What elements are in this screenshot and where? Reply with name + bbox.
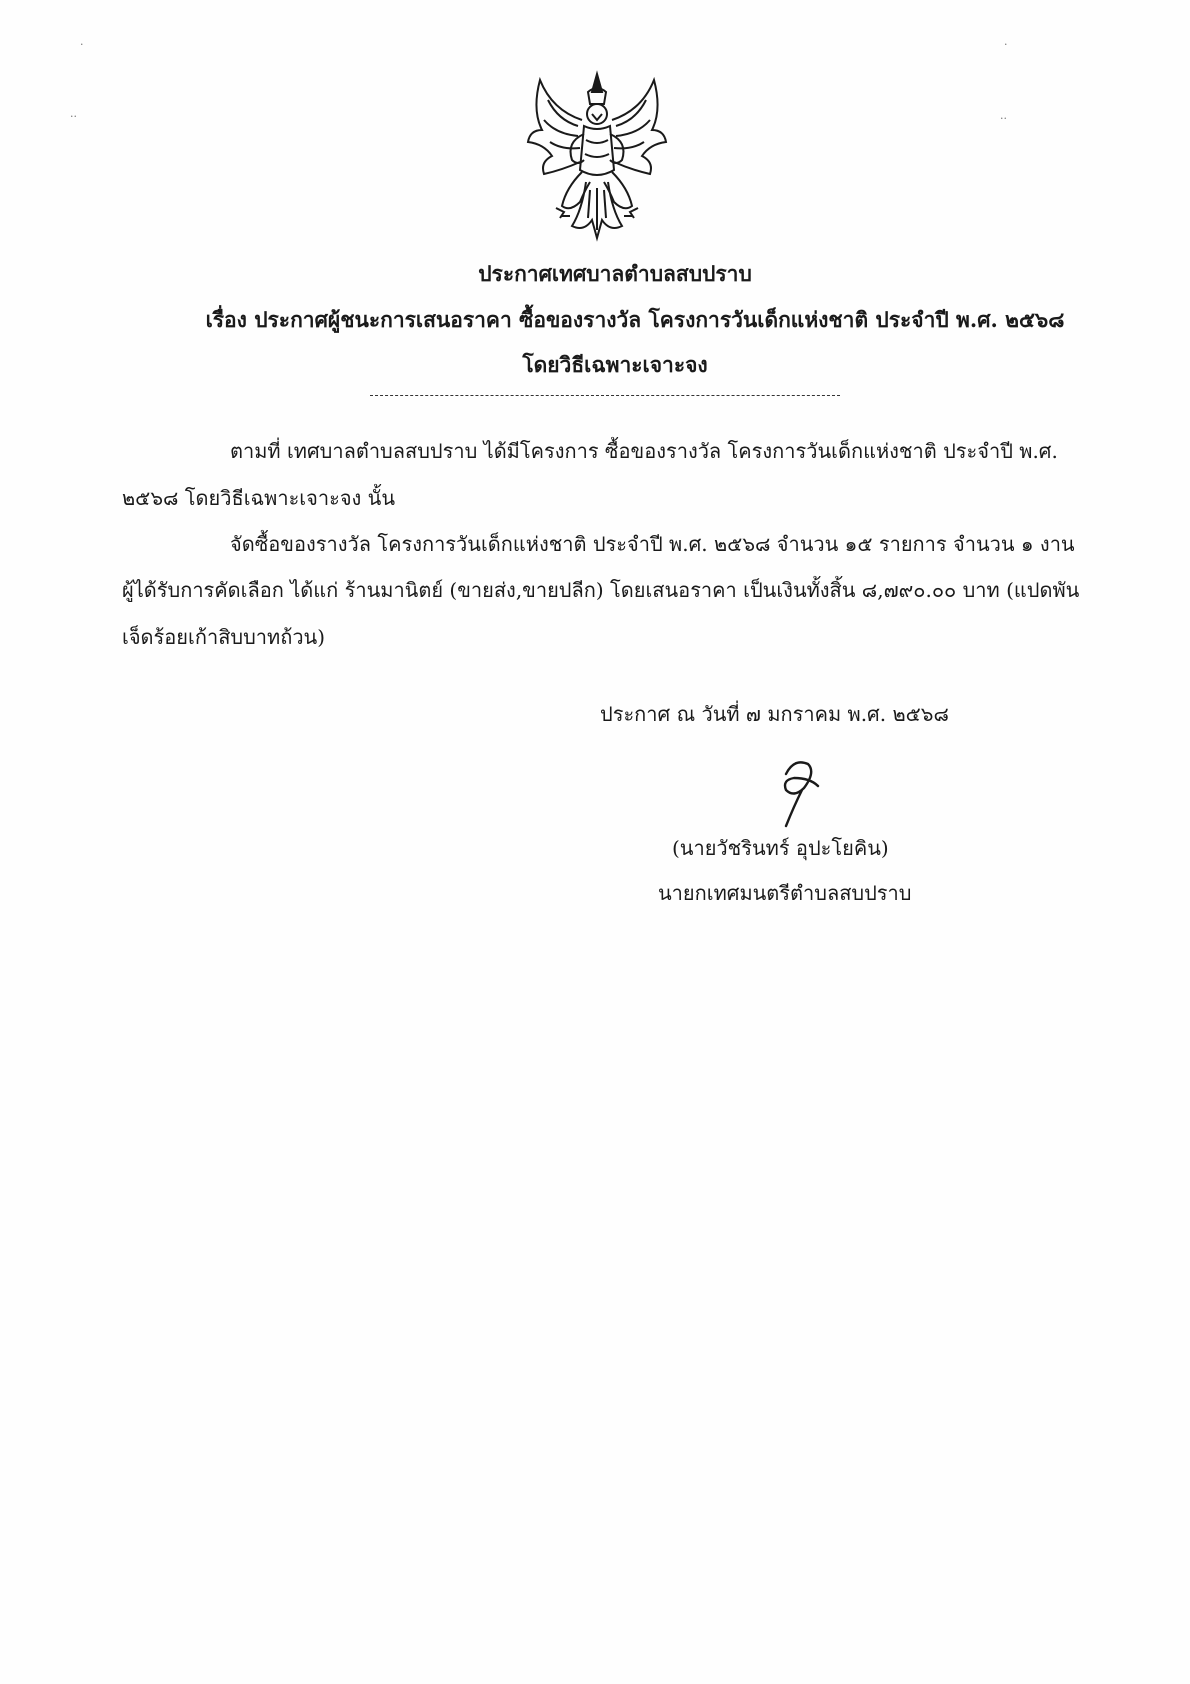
signer-title: นายกเทศมนตรีตำบลสบปราบ xyxy=(658,881,912,905)
scan-speck: ·· xyxy=(1000,112,1007,125)
scan-speck: ·· xyxy=(70,110,77,123)
body-paragraph-2-line-2: ผู้ได้รับการคัดเลือก ได้แก่ ร้านมานิตย์ (ขายส่ง,ขายปลีก) โดยเสนอราคา เป็นเงินทั้งสิ้น ๘,๗๙๐.๐๐ บาท (แปดพัน xyxy=(122,578,1080,602)
announcement-issuer: ประกาศเทศบาลตำบลสบปราบ xyxy=(478,261,752,286)
garuda-emblem-icon xyxy=(522,70,672,245)
body-paragraph-2-line-3: เจ็ดร้อยเก้าสิบบาทถ้วน) xyxy=(122,625,326,649)
announcement-date: ประกาศ ณ วันที่ ๗ มกราคม พ.ศ. ๒๕๖๘ xyxy=(600,702,949,726)
body-paragraph-2-line-1: จัดซื้อของรางวัล โครงการวันเด็กแห่งชาติ ประจำปี พ.ศ. ๒๕๖๘ จำนวน ๑๕ รายการ จำนวน ๑ งาน xyxy=(230,532,1075,556)
signer-name: (นายวัชรินทร์ อุปะโยคิน) xyxy=(672,836,889,860)
body-paragraph-1-line-2: ๒๕๖๘ โดยวิธีเฉพาะเจาะจง นั้น xyxy=(122,486,396,510)
procurement-method: โดยวิธีเฉพาะเจาะจง xyxy=(522,352,708,377)
scan-speck: · xyxy=(80,38,84,51)
scan-speck: · xyxy=(1004,38,1008,51)
announcement-subject: เรื่อง ประกาศผู้ชนะการเสนอราคา ซื้อของรางวัล โครงการวันเด็กแห่งชาติ ประจำปี พ.ศ. ๒๕๖๘ xyxy=(205,307,1065,332)
body-paragraph-1-line-1: ตามที่ เทศบาลตำบลสบปราบ ได้มีโครงการ ซื้อของรางวัล โครงการวันเด็กแห่งชาติ ประจำปี พ.ศ. xyxy=(230,439,1058,463)
header-divider xyxy=(370,395,840,396)
handwritten-signature xyxy=(764,754,834,829)
